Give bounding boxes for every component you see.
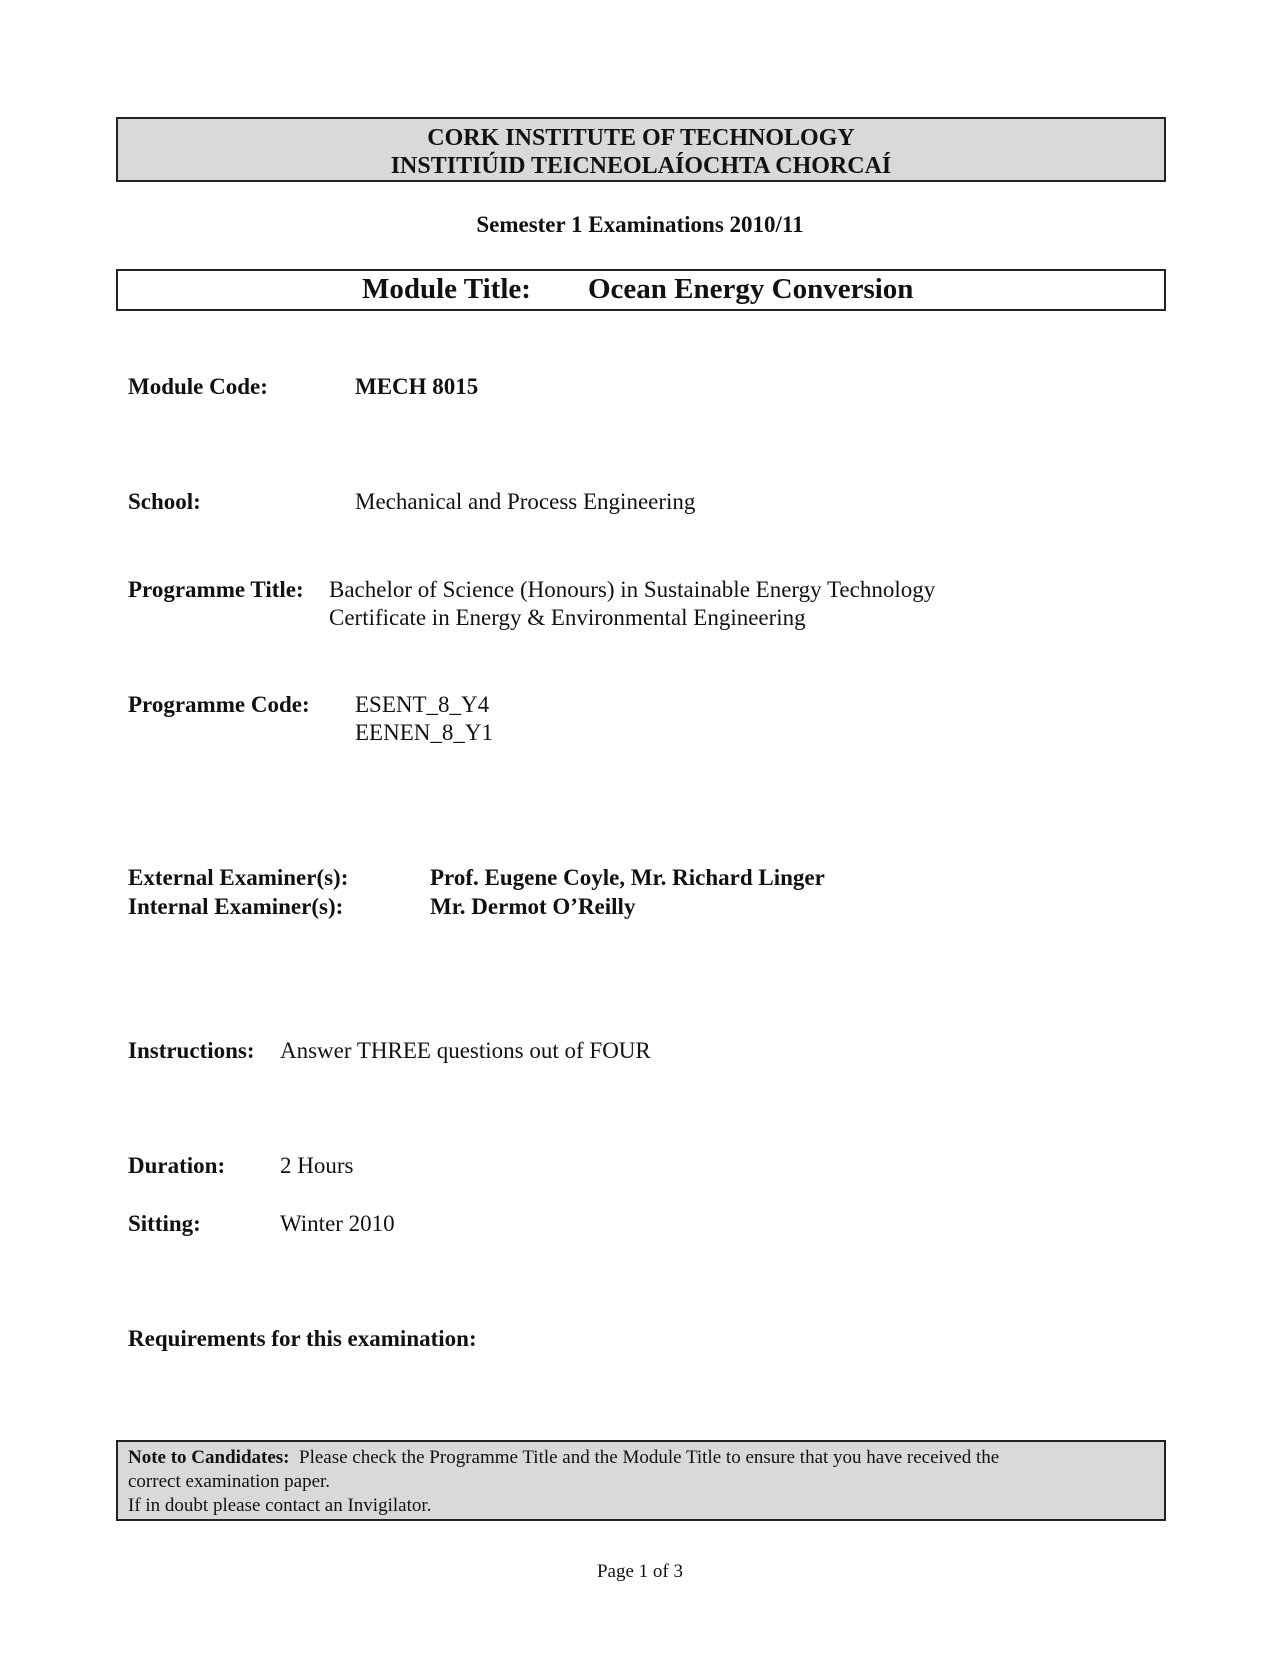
programme-title-label: Programme Title: bbox=[128, 577, 304, 602]
module-code-value: MECH 8015 bbox=[355, 374, 479, 399]
programme-title-line-1: Bachelor of Science (Honours) in Sustainable Energy Technology bbox=[329, 577, 936, 602]
institute-name-english: CORK INSTITUTE OF TECHNOLOGY bbox=[427, 125, 855, 151]
note-line-3: If in doubt please contact an Invigilator. bbox=[128, 1495, 432, 1516]
note-line-1 bbox=[128, 1446, 1156, 1470]
internal-examiners-label: Internal Examiner(s): bbox=[128, 894, 344, 919]
programme-title-line-2: Certificate in Energy & Environmental Engineering bbox=[329, 605, 806, 630]
programme-code-line-1: ESENT_8_Y4 bbox=[355, 692, 490, 717]
module-code-label: Module Code: bbox=[128, 374, 268, 399]
requirements-label: Requirements for this examination: bbox=[128, 1326, 477, 1351]
instructions-label: Instructions: bbox=[128, 1038, 255, 1063]
internal-examiners-value: Mr. Dermot O’Reilly bbox=[430, 894, 636, 919]
module-title-label: Module Title: bbox=[362, 273, 531, 305]
school-label: School: bbox=[128, 489, 201, 514]
note-text-1: Please check the Programme Title and the Module Title to ensure that you have received the bbox=[299, 1447, 1000, 1468]
note-line-2: correct examination paper. bbox=[128, 1471, 331, 1492]
external-examiners-value: Prof. Eugene Coyle, Mr. Richard Linger bbox=[430, 865, 825, 890]
institute-name-irish: INSTITIÚID TEICNEOLAÍOCHTA CHORCAÍ bbox=[390, 153, 892, 179]
note-label: Note to Candidates: bbox=[128, 1447, 290, 1468]
school-value: Mechanical and Process Engineering bbox=[355, 489, 696, 514]
duration-label: Duration: bbox=[128, 1153, 226, 1178]
note-to-candidates-box bbox=[116, 1440, 1166, 1521]
external-examiners-label: External Examiner(s): bbox=[128, 865, 349, 890]
programme-code-label: Programme Code: bbox=[128, 692, 310, 717]
sitting-value: Winter 2010 bbox=[280, 1211, 395, 1236]
programme-code-line-2: EENEN_8_Y1 bbox=[355, 720, 493, 745]
semester-heading: Semester 1 Examinations 2010/11 bbox=[476, 212, 804, 237]
page-number: Page 1 of 3 bbox=[596, 1561, 683, 1582]
module-title-value: Ocean Energy Conversion bbox=[588, 273, 914, 305]
instructions-value: Answer THREE questions out of FOUR bbox=[280, 1038, 651, 1063]
institution-header bbox=[116, 117, 1166, 182]
duration-value: 2 Hours bbox=[280, 1153, 354, 1178]
sitting-label: Sitting: bbox=[128, 1211, 201, 1236]
